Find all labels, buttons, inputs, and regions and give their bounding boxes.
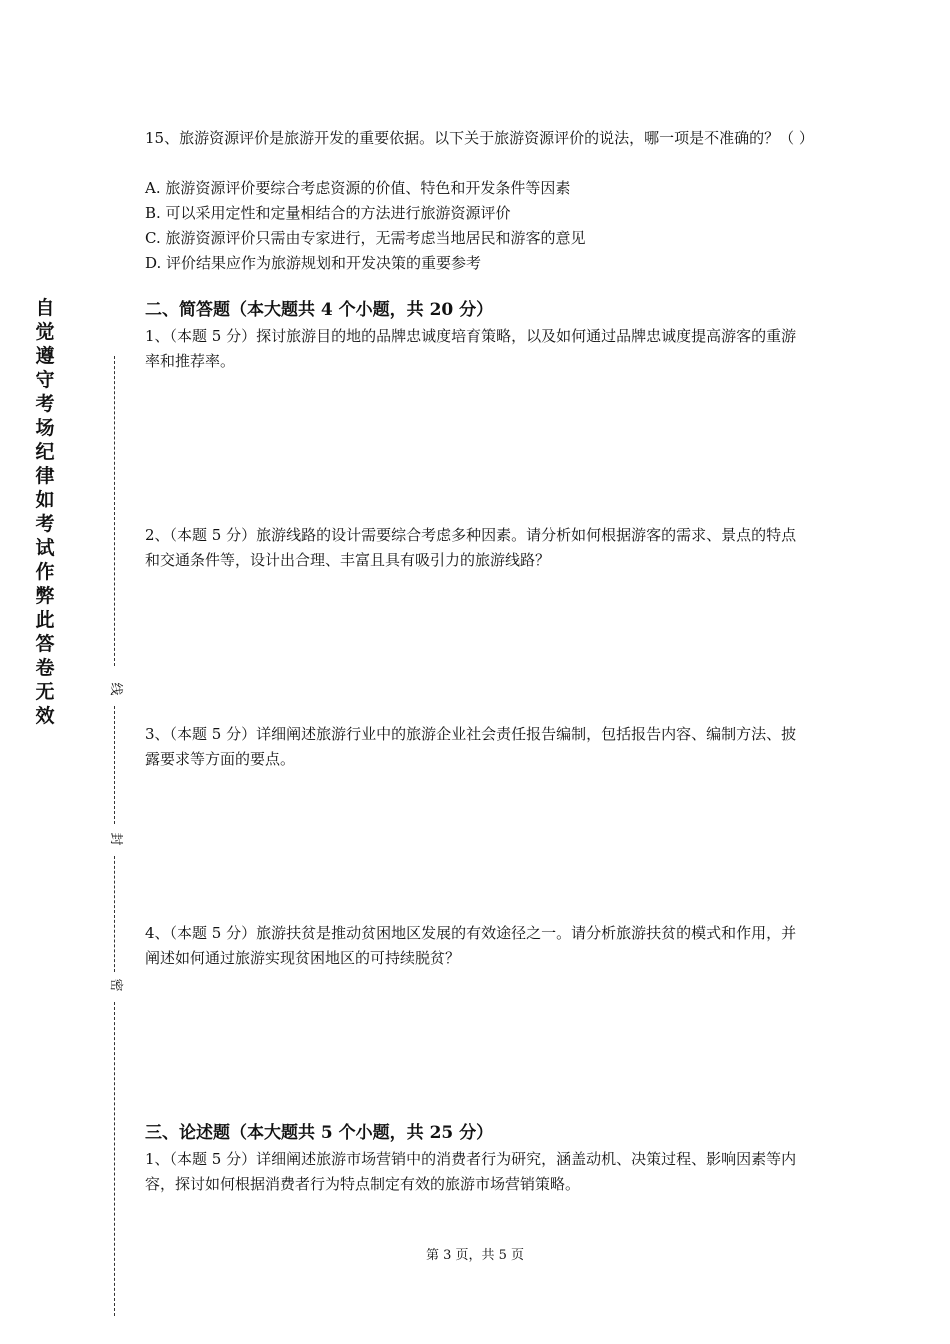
short-answer-question-2: 2、（本题 5 分）旅游线路的设计需要综合考虑多种因素。请分析如何根据游客的需求、景点的特点和交通条件等，设计出合理、丰富且具有吸引力的旅游线路？ [145, 526, 797, 569]
question-15-option-d: D. 评价结果应作为旅游规划和开发决策的重要参考 [145, 254, 482, 272]
question-15-option-a: A. 旅游资源评价要综合考虑资源的价值、特色和开发条件等因素 [145, 179, 571, 197]
short-answer-question-1: 1、（本题 5 分）探讨旅游目的地的品牌忠诚度培育策略，以及如何通过品牌忠诚度提高游客的重游率和推荐率。 [145, 327, 797, 370]
short-answer-question-4: 4、（本题 5 分）旅游扶贫是推动贫困地区发展的有效途径之一。请分析旅游扶贫的模式和作用，并阐述如何通过旅游实现贫困地区的可持续脱贫？ [145, 924, 797, 967]
section-3-heading: 三、论述题（本大题共 5 个小题，共 25 分） [145, 1123, 494, 1143]
short-answer-question-3: 3、（本题 5 分）详细阐述旅游行业中的旅游企业社会责任报告编制，包括报告内容、编制方法、披露要求等方面的要点。 [145, 725, 797, 768]
binding-dashed-line [114, 1002, 115, 1316]
question-15-option-b: B. 可以采用定性和定量相结合的方法进行旅游资源评价 [145, 204, 511, 222]
seal-mark-secret: 密 [108, 978, 123, 992]
section-2-heading: 二、简答题（本大题共 4 个小题，共 20 分） [145, 300, 494, 320]
seal-mark-seal: 封 [108, 832, 123, 846]
binding-dashed-line [114, 856, 115, 972]
question-15-stem: 15、旅游资源评价是旅游开发的重要依据。以下关于旅游资源评价的说法，哪一项是不准确的？（ ） [145, 129, 814, 147]
seal-mark-line: 线 [108, 682, 123, 696]
binding-dashed-line [114, 706, 115, 824]
binding-dashed-line [114, 356, 115, 666]
question-15-option-c: C. 旅游资源评价只需由专家进行，无需考虑当地居民和游客的意见 [145, 229, 586, 247]
page-number: 第 3 页，共 5 页 [425, 1248, 525, 1263]
exam-discipline-warning: 自觉遵守考场纪律如考试作弊此答卷无效 [35, 297, 55, 727]
essay-question-1: 1、（本题 5 分）详细阐述旅游市场营销中的消费者行为研究，涵盖动机、决策过程、影响因素等内容，探讨如何根据消费者行为特点制定有效的旅游市场营销策略。 [145, 1150, 797, 1193]
